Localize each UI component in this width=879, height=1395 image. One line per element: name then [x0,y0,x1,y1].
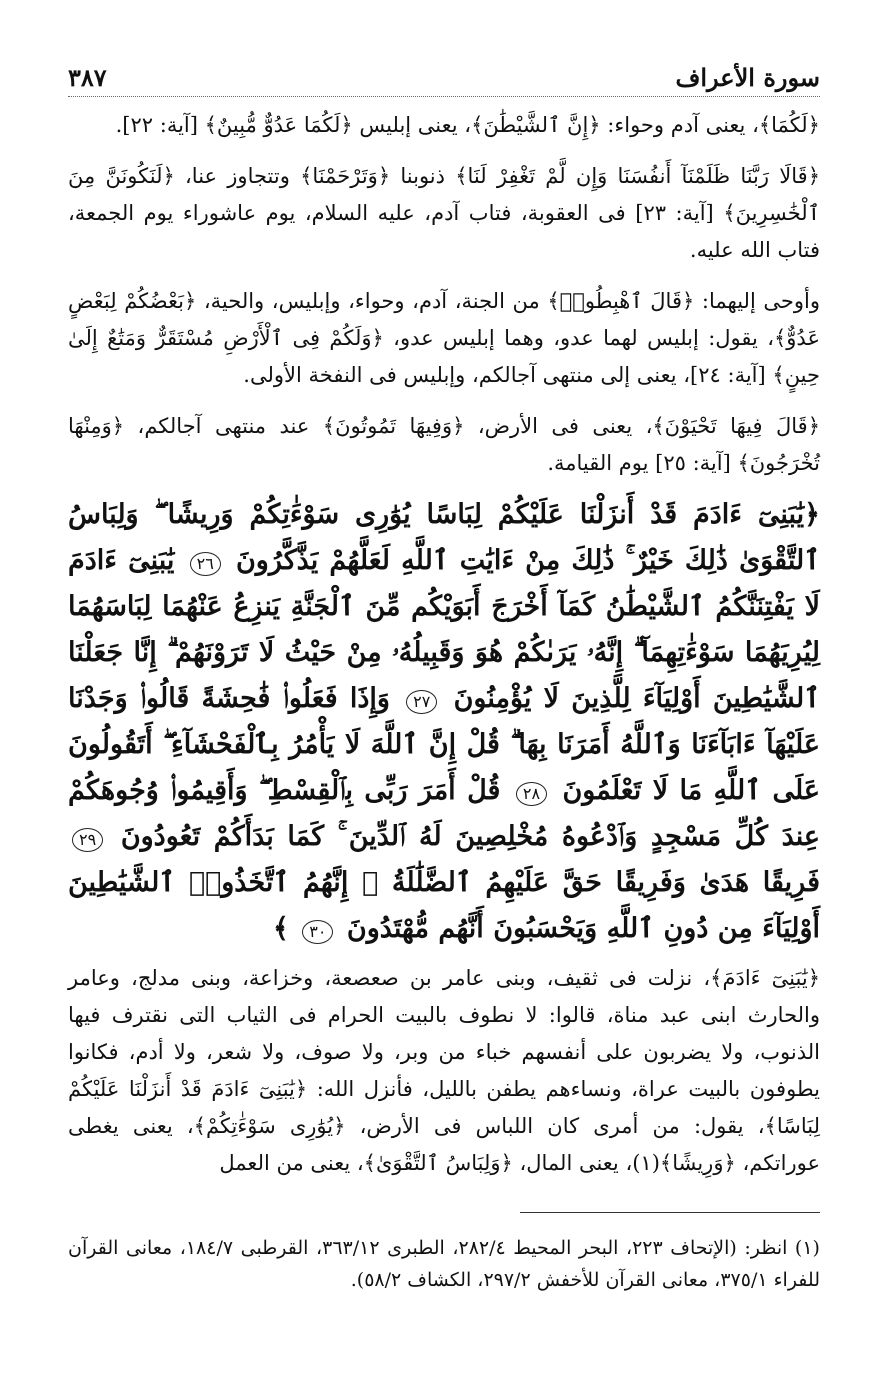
footnote-divider [520,1212,820,1213]
ayah-number: ٢٦ [190,552,221,576]
verse-text: وَإِذَا فَعَلُوا۟ فَٰحِشَةً قَالُوا۟ وَجَدْنَا عَلَيْهَآ ءَابَآءَنَا وَٱللَّهُ أَمَرَنَا بِهَا ۗ قُلْ إِنَّ ٱللَّهَ لَا يَأْمُرُ بِٱلْفَحْشَآءِ ۖ أَتَقُولُونَ عَلَى ٱللَّهِ مَا لَا تَعْلَمُونَ [68,683,820,806]
ayah-number: ٢٧ [406,690,437,714]
quran-verses-block [68,492,820,952]
tafsir-commentary: ﴿يَٰبَنِىٓ ءَادَمَ﴾، نزلت فى ثقيف، وبنى عامر بن صعصعة، وخزاعة، وبنى مدلج، وعامر والحارث ابنى عبد مناة، قالوا: لا نطوف بالبيت الحرام فى الثياب التى نقترف فيها الذنوب، ولا يضربون على أنفسهم خباء من وبر، ولا صوف، ولا شعر، ولا أدم، فكانوا يطوفون بالبيت عراة، ونساءهم يطفن بالليل، فأنزل الله: ﴿يَٰبَنِىٓ ءَادَمَ قَدْ أَنزَلْنَا عَلَيْكُمْ لِبَاسًا﴾، يقول: من أمرى كان اللباس فى الأرض، ﴿يُوَٰرِى سَوْءَٰتِكُمْ﴾، يعنى يغطى عوراتكم، ﴿وَرِيشًا﴾(١)، يعنى المال، ﴿وَلِبَاسُ ٱلتَّقْوَىٰ﴾، يعنى من العمل [68,966,820,1175]
verse-text: قُلْ أَمَرَ رَبِّى بِٱلْقِسْطِ ۖ وَأَقِيمُوا۟ وُجُوهَكُمْ عِندَ كُلِّ مَسْجِدٍ وَٱدْعُوهُ مُخْلِصِينَ لَهُ ٱلدِّينَ ۚ كَمَا بَدَأَكُمْ تَعُودُونَ [68,775,821,852]
footnote: (١) انظر: (الإتحاف ٢٢٣، البحر المحيط ٢٨٢/٤، الطبرى ٣٦٣/١٢، القرطبى ١٨٤/٧، معانى القرآن للفراء ٣٧٥/١، معانى القرآن للأخفش ٢٩٧/٢، الكشاف ٥٨/٢). [68,1237,820,1291]
ayah-number: ٣٠ [302,920,333,944]
page-header [68,52,820,97]
tafsir-paragraph: ﴿لَكُمَا﴾، يعنى آدم وحواء: ﴿إِنَّ ٱلشَّيْطَٰنَ﴾، يعنى إبليس ﴿لَكُمَا عَدُوٌّ مُّبِينٌ﴾ [آية: ٢٢]. [115,113,820,137]
ayah-number: ٢٩ [72,828,103,852]
surah-title: سورة الأعراف [675,63,820,92]
book-page [68,52,820,1372]
verse-text: يَٰبَنِىٓ ءَادَمَ لَا يَفْتِنَنَّكُمُ ٱلشَّيْطَٰنُ كَمَآ أَخْرَجَ أَبَوَيْكُم مِّنَ ٱلْجَنَّةِ يَنزِعُ عَنْهُمَا لِبَاسَهُمَا لِيُرِيَهُمَا سَوْءَٰتِهِمَآ ۗ إِنَّهُۥ يَرَىٰكُمْ هُوَ وَقَبِيلُهُۥ مِنْ حَيْثُ لَا تَرَوْنَهُمْ ۗ إِنَّا جَعَلْنَا ٱلشَّيَٰطِينَ أَوْلِيَآءَ لِلَّذِينَ لَا يُؤْمِنُونَ [68,545,821,714]
tafsir-paragraph: وأوحى إليهما: ﴿قَالَ ٱهْبِطُوا۟﴾ من الجنة، آدم، وحواء، وإبليس، والحية، ﴿بَعْضُكُمْ لِبَعْضٍ عَدُوٌّ﴾، يقول: إبليس لهما عدو، وهما إبليس عدو، ﴿وَلَكُمْ فِى ٱلْأَرْضِ مُسْتَقَرٌّ وَمَتَٰعٌ إِلَىٰ حِينٍ﴾ [آية: ٢٤]، يعنى إلى منتهى آجالكم، وإبليس فى النفخة الأولى. [68,289,820,387]
tafsir-paragraph: ﴿قَالَ فِيهَا تَحْيَوْنَ﴾، يعنى فى الأرض، ﴿وَفِيهَا تَمُوتُونَ﴾ عند منتهى آجالكم، ﴿وَمِنْهَا تُخْرَجُونَ﴾ [آية: ٢٥] يوم القيامة. [68,414,820,475]
verse-text: ﴿يَٰبَنِىٓ ءَادَمَ قَدْ أَنزَلْنَا عَلَيْكُمْ لِبَاسًا يُوَٰرِى سَوْءَٰتِكُمْ وَرِيشًا ۖ وَلِبَاسُ ٱلتَّقْوَىٰ ذَٰلِكَ خَيْرٌ ۚ ذَٰلِكَ مِنْ ءَايَٰتِ ٱللَّهِ لَعَلَّهُمْ يَذَّكَّرُونَ [68,499,821,576]
verse-text: فَرِيقًا هَدَىٰ وَفَرِيقًا حَقَّ عَلَيْهِمُ ٱلضَّلَٰلَةُ ۗ إِنَّهُمُ ٱتَّخَذُوا۟ ٱلشَّيَٰطِينَ أَوْلِيَآءَ مِن دُونِ ٱللَّهِ وَيَحْسَبُونَ أَنَّهُم مُّهْتَدُونَ [68,867,820,944]
verse-close-bracket: ﴾ [273,913,289,944]
tafsir-paragraph: ﴿قَالَا رَبَّنَا ظَلَمْنَآ أَنفُسَنَا وَإِن لَّمْ تَغْفِرْ لَنَا﴾ ذنوبنا ﴿وَتَرْحَمْنَا﴾ وتتجاوز عنا، ﴿لَنَكُونَنَّ مِنَ ٱلْخَٰسِرِينَ﴾ [آية: ٢٣] فى العقوبة، فتاب آدم، عليه السلام، يوم عاشوراء يوم الجمعة، فتاب الله عليه. [68,164,821,262]
ayah-number: ٢٨ [516,782,547,806]
page-number: ٣٨٧ [68,63,107,92]
